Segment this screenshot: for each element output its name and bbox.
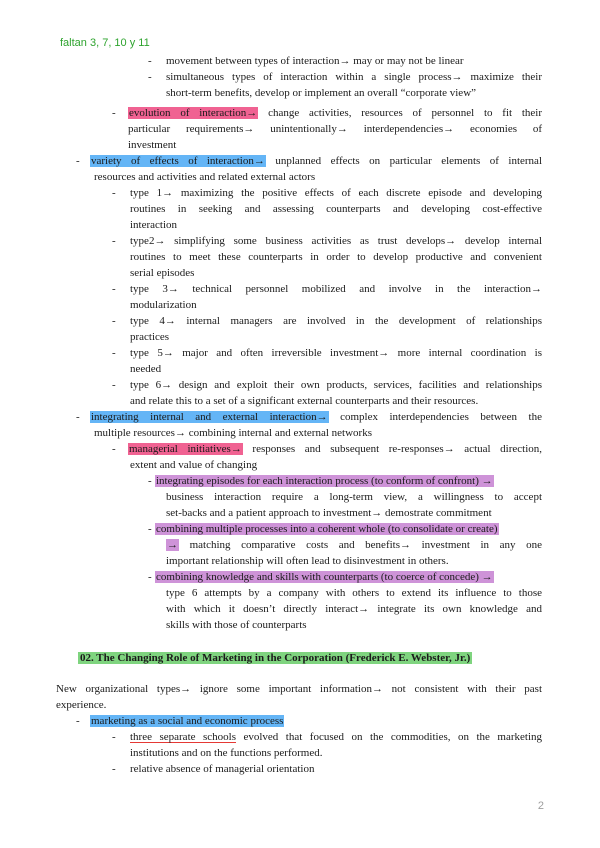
bullet-evolution-line-3: investment [128, 139, 177, 151]
bullet-dash: - [112, 731, 116, 743]
bullet-dash: - [76, 155, 80, 167]
bullet-three-schools-line-1 [130, 729, 542, 745]
bullet-type4-line-1: type 4→ internal managers are involved in the development of relationships [130, 315, 542, 327]
highlight-marketing: marketing as a social and economic process [91, 715, 284, 727]
highlight-episodes: integrating episodes for each interaction process (to conform of confront) → [156, 475, 493, 487]
bullet-simultaneous-line-1: simultaneous types of interaction within a single process→ maximize their [166, 71, 542, 83]
bullet-dash: - [148, 523, 152, 535]
evolution-text: change activities, resources of personnel to fit their [258, 107, 543, 119]
bullet-dash: - [112, 379, 116, 391]
bullet-combining-line-2 [166, 537, 542, 553]
bullet-marketing [90, 713, 284, 729]
bullet-dash: - [112, 443, 116, 455]
bullet-dash: - [112, 283, 116, 295]
bullet-dash: - [148, 55, 152, 67]
bullet-dash: - [76, 411, 80, 423]
highlight-evolution: evolution of interaction→ [129, 107, 258, 119]
paragraph-line-1: New organizational types→ ignore some important information→ not consistent with their past [56, 683, 542, 695]
bullet-simultaneous-line-2: short-term benefits, develop or implement an overall “corporate view” [166, 87, 477, 99]
bullet-relative-absence: relative absence of managerial orientation [130, 763, 315, 775]
bullet-type6-line-1: type 6→ design and exploit their own products, services, facilities and relationships [130, 379, 542, 391]
highlight-integrating: integrating internal and external interaction→ [91, 411, 328, 423]
integrating-text: complex interdependencies between the [328, 411, 542, 423]
bullet-dash: - [76, 715, 80, 727]
bullet-episodes-line-3: set-backs and a patient approach to investment→ demostrate commitment [166, 507, 492, 519]
highlight-heading: 02. The Changing Role of Marketing in the Corporation (Frederick E. Webster, Jr.) [80, 652, 471, 664]
bullet-dash: - [112, 235, 116, 247]
bullet-type5-line-1: type 5→ major and often irreversible investment→ more internal coordination is [130, 347, 542, 359]
bullet-dash: - [112, 187, 116, 199]
highlight-knowledge: combining knowledge and skills with counterparts (to coerce of concede) → [156, 571, 493, 583]
bullet-dash: - [148, 475, 152, 487]
margin-note: faltan 3, 7, 10 y 11 [60, 37, 150, 49]
bullet-dash: - [148, 71, 152, 83]
bullet-knowledge-line-4: skills with those of counterparts [166, 619, 307, 631]
bullet-dash: - [112, 347, 116, 359]
bullet-type2-line-2: routines to meet these counterparts in order to develop productive and convenient [130, 251, 542, 263]
bullet-episodes-line-1 [155, 473, 494, 489]
bullet-dash: - [112, 315, 116, 327]
bullet-evolution-line-2: particular requirements→ unintentionally→ interdependencies→ economies of [128, 123, 542, 135]
bullet-combining-line-1 [155, 521, 499, 537]
bullet-type6-line-2: and relate this to a set of a significant external counterparts and their resources. [130, 395, 479, 407]
underline-three-schools: three separate schools [130, 731, 236, 743]
bullet-type4-line-2: practices [130, 331, 170, 343]
bullet-type1-line-3: interaction [130, 219, 178, 231]
bullet-type2-line-3: serial episodes [130, 267, 195, 279]
bullet-variety-line-2: resources and activities and related external actors [94, 171, 316, 183]
highlight-combining: combining multiple processes into a coherent whole (to consolidate or create) [156, 523, 498, 535]
bullet-type1-line-1: type 1→ maximizing the positive effects of each discrete episode and developing [130, 187, 542, 199]
combining-text: matching comparative costs and benefits→ investment in any one [179, 539, 542, 551]
bullet-integrating-line-2: multiple resources→ combining internal and external networks [94, 427, 372, 439]
bullet-type1-line-2: routines in seeking and assessing counterparts and developing cost-effective [130, 203, 542, 215]
bullet-episodes-line-2: business interaction require a long-term view, a willingness to accept [166, 491, 542, 503]
bullet-type3-line-1: type 3→ technical personnel mobilized and involve in the interaction→ [130, 283, 542, 295]
bullet-combining-line-3: important relationship will often lead to disinvestment in others. [166, 555, 449, 567]
bullet-variety-line-1 [90, 153, 542, 169]
section-heading [78, 650, 472, 666]
variety-text: unplanned effects on particular elements of internal [265, 155, 543, 167]
bullet-knowledge-line-3: with which it doesn’t directly interact→ integrate its own knowledge and [166, 603, 542, 615]
managerial-text: responses and subsequent re-responses→ actual direction, [242, 443, 542, 455]
bullet-evolution-line-1 [128, 105, 542, 121]
bullet-type5-line-2: needed [130, 363, 162, 375]
highlight-managerial: managerial initiatives→ [129, 443, 242, 455]
bullet-dash: - [148, 571, 152, 583]
bullet-dash: - [112, 763, 116, 775]
bullet-knowledge-line-2: type 6 attempts by a company with others to extend its influence to those [166, 587, 542, 599]
bullet-type3-line-2: modularization [130, 299, 197, 311]
bullet-dash: - [112, 107, 116, 119]
three-schools-text: evolved that focused on the commodities, on the marketing [236, 731, 542, 743]
highlight-variety: variety of effects of interaction→ [91, 155, 265, 167]
page-number: 2 [537, 800, 544, 812]
bullet-three-schools-line-2: institutions and on the functions performed. [130, 747, 323, 759]
bullet-type2-line-1: type2→ simplifying some business activities as trust develops→ develop internal [130, 235, 542, 247]
paragraph-line-2: experience. [56, 699, 107, 711]
bullet-movement: movement between types of interaction→ may or may not be linear [166, 55, 464, 67]
bullet-managerial-line-2: extent and value of changing [130, 459, 258, 471]
bullet-integrating-line-1 [90, 409, 542, 425]
bullet-managerial-line-1 [128, 441, 542, 457]
highlight-combining-arrow: → [167, 539, 178, 551]
bullet-knowledge-line-1 [155, 569, 494, 585]
